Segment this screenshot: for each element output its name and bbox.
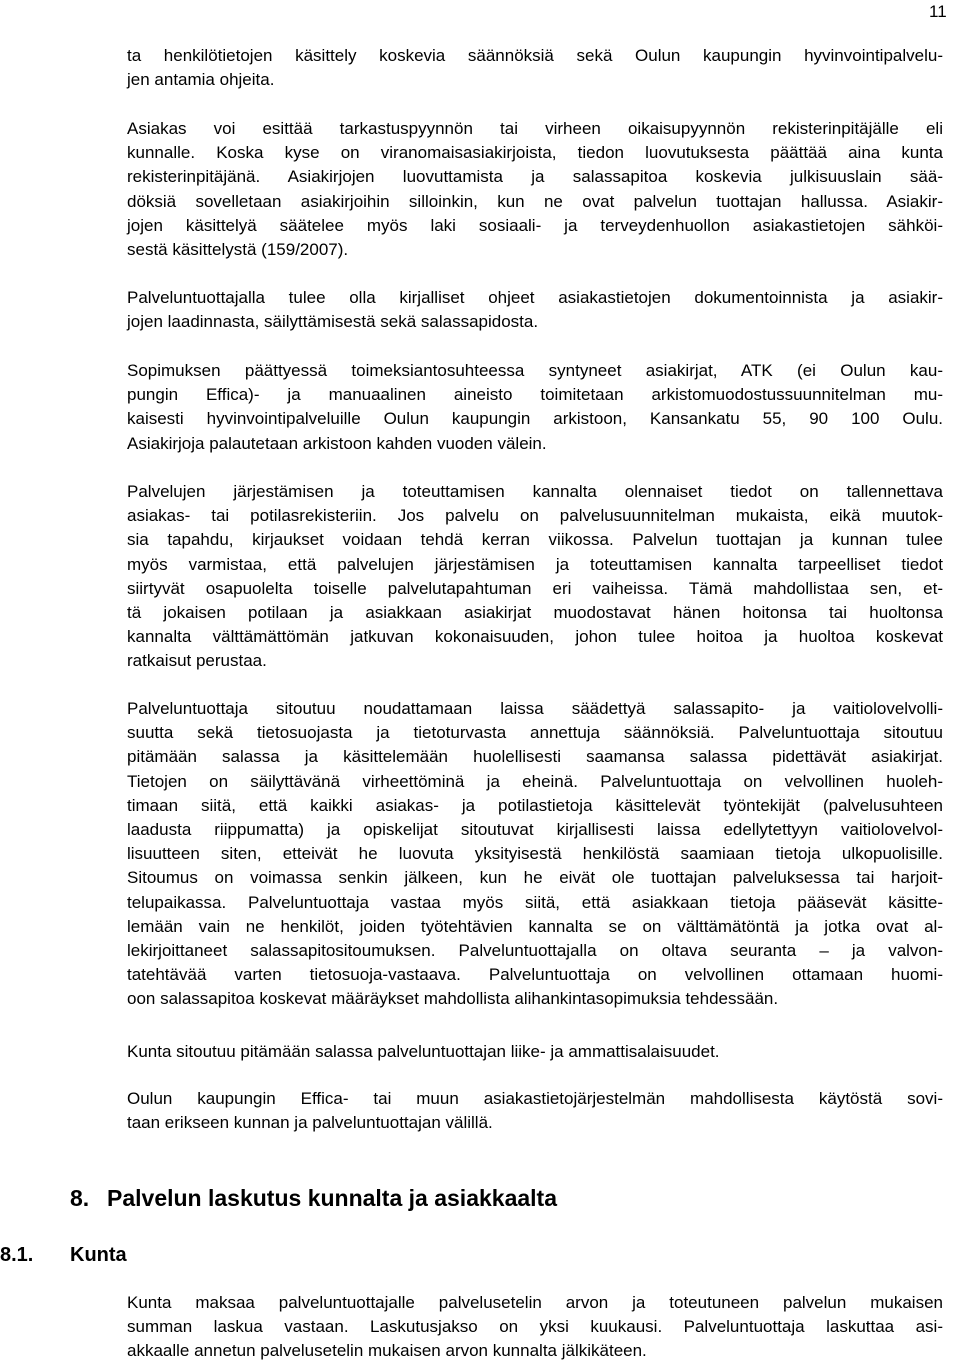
- text-line: jojen käsittelyä säätelee myös laki sosiaali- ja terveydenhuollon asiakastietojen sähköi-: [127, 215, 943, 235]
- text-line: suutta sekä tietosuojasta ja tietoturvasta annettuja säännöksiä. Palveluntuottaja sitoutuu: [127, 723, 943, 743]
- text-line: Kunta sitoutuu pitämään salassa palveluntuottajan liike- ja ammattisalaisuudet.: [127, 1042, 720, 1061]
- text-line: kunnalle. Koska kyse on viranomaisasiakirjoista, tiedon luovutuksesta päättää aina kunta: [127, 143, 943, 163]
- text-line: döksiä sovelletaan asiakirjoihin silloinkin, kun ne ovat palvelun tuottajan hallussa. Asiakir-: [127, 191, 943, 211]
- text-line: ratkaisut perustaa.: [127, 651, 267, 671]
- paragraph-trade-secrets: [127, 1040, 943, 1064]
- text-line: jen antamia ohjeita.: [127, 70, 275, 90]
- text-line: kannalta välttämättömän jatkuvan kokonaisuuden, johon tulee hoitoa ja huoltoa koskevat: [127, 627, 943, 647]
- text-line: Kunta maksaa palveluntuottajalle palvelusetelin arvon ja toteutuneen palvelun mukaisen: [127, 1293, 943, 1312]
- text-line: pungin Effica)- ja manuaalinen aineisto toimitetaan arkistomuodostussuunnitelman mu-: [127, 385, 943, 405]
- page-number: 11: [929, 2, 947, 21]
- text-line: Sitoumus on voimassa senkin jälkeen, kun he eivät ole tuottajan palveluksessa tai harjoit-: [127, 868, 943, 888]
- text-line: summan laskua vastaan. Laskutusjakso on yksi kuukausi. Palveluntuottaja laskuttaa asi-: [127, 1317, 943, 1337]
- text-line: Oulun kaupungin Effica- tai muun asiakastietojärjestelmän mahdollisesta käytöstä sovi-: [127, 1089, 943, 1108]
- text-line: sestä käsittelystä (159/2007).: [127, 240, 349, 260]
- section-heading-billing: [70, 1183, 557, 1213]
- text-line: Asiakas voi esittää tarkastuspyynnön tai virheen oikaisupyynnön rekisterinpitäjälle eli: [127, 119, 943, 138]
- text-line: laadusta riippumatta) ja opiskelijat sitoutuvat kirjallisesti laissa edellytettyyn vaitiolovelvol-: [127, 820, 943, 840]
- text-line: telupaikassa. Palveluntuottaja vastaa myös siitä, että asiakkaan tietoja pääsevät käsitte-: [127, 892, 943, 912]
- text-line: rekisterinpitäjänä. Asiakirjojen luovuttamista ja salassapitoa koskevia julkisuuslain sää-: [127, 167, 943, 187]
- subsection-heading-municipality: [0, 1242, 127, 1268]
- text-line: Tietojen on säilyttävänä virheettöminä ja eheinä. Palveluntuottaja on velvollinen huoleh-: [127, 771, 943, 791]
- text-line: Asiakirjoja palautetaan arkistoon kahden vuoden välein.: [127, 433, 547, 453]
- paragraph-correction-request: [127, 117, 943, 262]
- section-title: Palvelun laskutus kunnalta ja asiakkaalta: [107, 1185, 557, 1211]
- paragraph-invoicing: [127, 1291, 943, 1364]
- text-line: tatehtävää varten tietosuoja-vastaava. Palveluntuottaja on velvollinen ottamaan huomi-: [127, 965, 943, 985]
- paragraph-archive-delivery: [127, 359, 943, 456]
- paragraph-effica-usage: [127, 1087, 943, 1135]
- text-line: lekirjoittaneet salassapitositoumuksen. Palveluntuottajalla on oltava seuranta – ja valvon-: [127, 941, 943, 961]
- text-line: timaan siitä, että kaikki asiakas- ja potilastietoja käsittelevät työntekijät (palvelusuhteen: [127, 795, 943, 815]
- paragraph-confidentiality: [127, 697, 943, 1012]
- subsection-title: Kunta: [70, 1244, 127, 1266]
- text-line: jojen laadinnasta, säilyttämisestä sekä salassapidosta.: [127, 312, 539, 332]
- section-number: 8.: [70, 1185, 90, 1211]
- text-line: taan erikseen kunnan ja palveluntuottajan välillä.: [127, 1113, 493, 1133]
- text-line: tä jokaisen potilaan ja asiakkaan asiakirjat muodostavat hänen hoitonsa tai huoltonsa: [127, 603, 943, 623]
- paragraph-record-keeping: [127, 480, 943, 674]
- text-line: Palveluntuottaja sitoutuu noudattamaan laissa säädettyä salassapito- ja vaitiolovelvolli-: [127, 699, 943, 718]
- text-line: myös varmistaa, että palvelujen järjestämisen ja toteuttamisen kannalta tarpeelliset tiedot: [127, 554, 943, 574]
- subsection-number: 8.1.: [0, 1244, 34, 1266]
- text-line: oon salassapitoa koskevat määräykset mahdollista alihankintasopimuksia tehdessään.: [127, 989, 779, 1009]
- text-line: lisuutteen siten, etteivät he luovuta yksityisestä henkilöstä saamiaan tietoja ulkopuolisille.: [127, 844, 943, 864]
- text-line: siirtyvät osapuolelta toiselle palvelutapahtuman eri vaiheissa. Tämä mahdollistaa sen, et-: [127, 578, 943, 598]
- text-line: Palveluntuottajalla tulee olla kirjalliset ohjeet asiakastietojen dokumentoinnista ja asiakir-: [127, 288, 943, 307]
- text-line: sia tapahdu, kirjaukset voidaan tehdä kerran viikossa. Palvelun tuottajan ja kunnan tulee: [127, 530, 943, 550]
- text-line: lemään vain ne henkilöt, joiden työtehtävien kannalta se on välttämätöntä ja jotka ovat al-: [127, 916, 943, 936]
- text-line: kaisesti hyvinvointipalveluille Oulun kaupungin arkistoon, Kansankatu 55, 90 100 Oulu.: [127, 409, 943, 429]
- text-line: asiakas- tai potilasrekisteriin. Jos palvelu on palvelusuunnitelman mukaista, eikä muutok-: [127, 506, 943, 526]
- text-line: akkaalle annetun palvelusetelin mukaisen arvon kunnalta jälkikäteen.: [127, 1341, 647, 1361]
- paragraph-personal-data-rules: [127, 44, 943, 92]
- paragraph-documentation-instructions: [127, 286, 943, 334]
- text-line: pitämään salassa ja käsittelemään huolellisesti saamansa salassa pidettävät asiakirjat.: [127, 747, 943, 767]
- text-line: ta henkilötietojen käsittely koskevia säännöksiä sekä Oulun kaupungin hyvinvointipalvelu-: [127, 46, 943, 65]
- text-line: Palvelujen järjestämisen ja toteuttamisen kannalta olennaiset tiedot on tallennettava: [127, 482, 943, 501]
- text-line: Sopimuksen päättyessä toimeksiantosuhteessa syntyneet asiakirjat, ATK (ei Oulun kau-: [127, 361, 943, 380]
